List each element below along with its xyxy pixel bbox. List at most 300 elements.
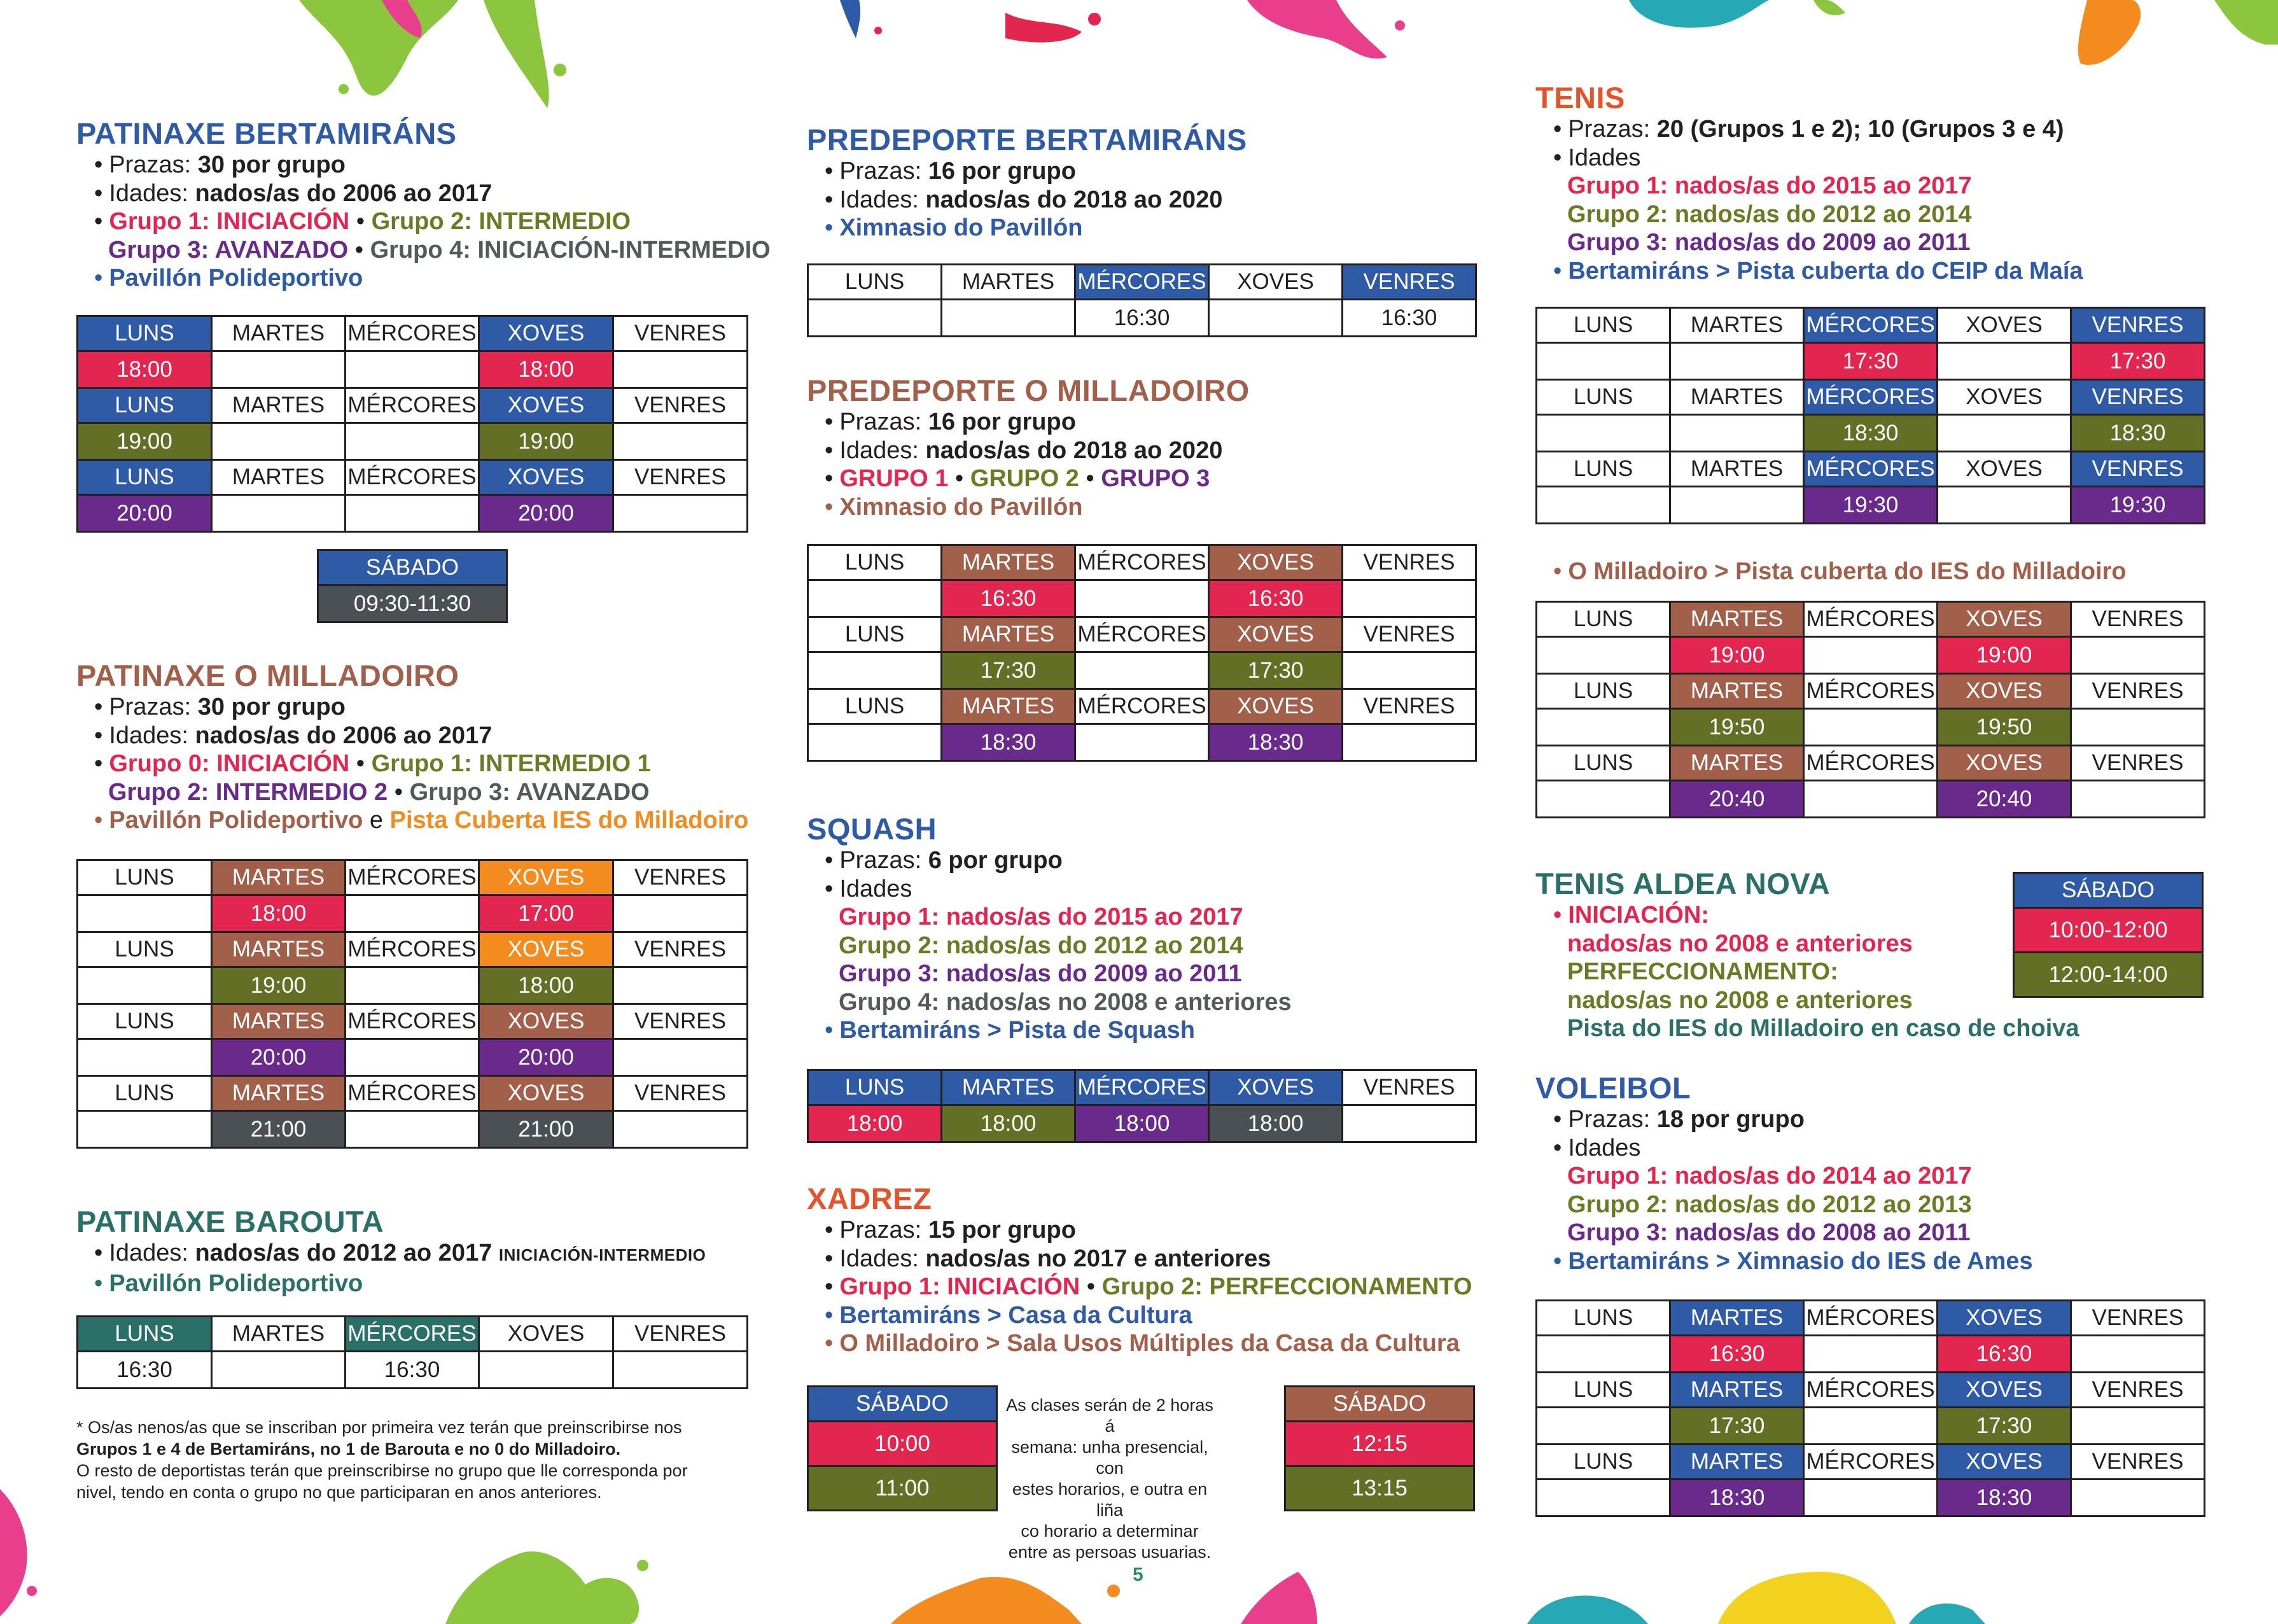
time-cell: 16:30 xyxy=(346,1352,479,1389)
squash-section xyxy=(807,812,1292,1045)
day-header: MARTES xyxy=(212,860,346,895)
time-cell: 19:00 xyxy=(1938,637,2071,674)
info-line: co horario a determinar xyxy=(1021,1522,1199,1541)
empty-cell xyxy=(613,967,748,1004)
time-cell: 18:30 xyxy=(1938,1480,2071,1516)
time-cell: 21:00 xyxy=(479,1111,613,1148)
day-header: VENRES xyxy=(1343,1070,1476,1105)
empty-cell xyxy=(1343,1105,1476,1142)
empty-cell xyxy=(808,300,942,337)
time-cell: 12:00-14:00 xyxy=(2014,953,2203,997)
day-header: VENRES xyxy=(2071,308,2205,343)
empty-cell xyxy=(1804,1480,1938,1516)
day-header: LUNS xyxy=(78,460,212,495)
grupos-line-2: Grupo 3: AVANZADO • Grupo 4: INICIACIÓN-INTERMEDIO xyxy=(108,236,771,263)
empty-cell xyxy=(212,1352,346,1389)
day-header: MARTES xyxy=(212,388,346,423)
page-number: 5 xyxy=(1133,1564,1143,1585)
empty-cell xyxy=(78,895,212,932)
squash-schedule xyxy=(807,1069,1477,1143)
day-header: MÉRCORES xyxy=(1804,308,1938,343)
grupo-line: Grupo 2: nados/as do 2012 ao 2013 xyxy=(1567,1191,1972,1218)
time-cell: 20:40 xyxy=(1938,781,2071,818)
day-header: LUNS xyxy=(1537,746,1670,781)
time-cell: 17:00 xyxy=(479,895,613,932)
time-cell: 09:30-11:30 xyxy=(318,585,507,622)
info-line: entre as persoas usuarias. xyxy=(1008,1543,1212,1562)
time-cell: 16:30 xyxy=(78,1352,212,1389)
empty-cell xyxy=(2071,781,2205,818)
iniciacion-line: • INICIACIÓN: xyxy=(1535,901,2079,930)
time-cell: 19:00 xyxy=(479,423,613,460)
day-header: SÁBADO xyxy=(808,1387,997,1422)
day-header: VENRES xyxy=(2071,452,2205,487)
tenis-milladoiro-schedule xyxy=(1535,601,2205,818)
day-header: XOVES xyxy=(479,932,613,967)
grupos-line-2: Grupo 2: INTERMEDIO 2 • Grupo 3: AVANZADO xyxy=(108,778,650,806)
day-header: MARTES xyxy=(1670,308,1804,343)
tenis-aldea-sabado xyxy=(2013,872,2204,998)
time-cell: 17:30 xyxy=(1804,343,1938,380)
time-cell: 19:30 xyxy=(2071,487,2205,524)
day-header: VENRES xyxy=(2071,674,2205,709)
day-header: MÉRCORES xyxy=(1804,1301,1938,1336)
time-cell: 17:30 xyxy=(1209,652,1343,689)
day-header: XOVES xyxy=(479,1076,613,1111)
empty-cell xyxy=(346,967,479,1004)
time-cell: 16:30 xyxy=(1075,300,1209,337)
empty-cell xyxy=(1537,1408,1670,1445)
patinaxe-bertamirans-sabado xyxy=(317,549,508,623)
time-cell: 16:30 xyxy=(1938,1336,2071,1373)
day-header: XOVES xyxy=(479,316,613,351)
day-header: MÉRCORES xyxy=(1075,265,1209,300)
day-header: VENRES xyxy=(2071,746,2205,781)
xadrez-info xyxy=(1004,1395,1215,1563)
empty-cell xyxy=(479,1352,613,1389)
prazas-line: • Prazas: 15 por grupo xyxy=(807,1216,1472,1245)
time-cell: 17:30 xyxy=(1670,1408,1804,1445)
empty-cell xyxy=(346,1039,479,1076)
empty-cell xyxy=(1537,1480,1670,1516)
time-cell: 19:50 xyxy=(1938,709,2071,746)
empty-cell xyxy=(1537,781,1670,818)
idades-line: • Idades: nados/as do 2006 ao 2017 xyxy=(76,722,748,750)
predeporte-milladoiro-schedule xyxy=(807,544,1477,762)
time-cell: 19:00 xyxy=(78,423,212,460)
day-header: SÁBADO xyxy=(1285,1387,1474,1422)
note-line: Grupos 1 e 4 de Bertamiráns, no 1 de Barouta e no 0 do Milladoiro. xyxy=(76,1439,621,1459)
time-cell: 10:00 xyxy=(808,1422,997,1466)
day-header: LUNS xyxy=(78,932,212,967)
grupo-line: Grupo 3: nados/as do 2008 ao 2011 xyxy=(1567,1219,1971,1246)
empty-cell xyxy=(1938,415,2071,452)
empty-cell xyxy=(613,895,748,932)
time-cell: 20:00 xyxy=(479,495,613,532)
day-header: MÉRCORES xyxy=(1804,674,1938,709)
time-cell: 11:00 xyxy=(808,1466,997,1511)
day-header: XOVES xyxy=(1938,380,2071,415)
day-header: VENRES xyxy=(613,1076,748,1111)
empty-cell xyxy=(1343,652,1476,689)
day-header: LUNS xyxy=(1537,1445,1670,1480)
lugar-line: • O Milladoiro > Sala Usos Múltiples da Casa da Cultura xyxy=(807,1329,1472,1358)
day-header: VENRES xyxy=(613,388,748,423)
time-cell: 18:00 xyxy=(479,967,613,1004)
empty-cell xyxy=(1075,652,1209,689)
empty-cell xyxy=(212,495,346,532)
day-header: VENRES xyxy=(1343,265,1476,300)
empty-cell xyxy=(1209,300,1343,337)
section-title: PATINAXE O MILLADOIRO xyxy=(76,659,459,692)
day-header: MÉRCORES xyxy=(346,460,479,495)
empty-cell xyxy=(1938,487,2071,524)
day-header: VENRES xyxy=(2071,602,2205,637)
day-header: MARTES xyxy=(212,1004,346,1039)
empty-cell xyxy=(1670,343,1804,380)
info-line: As clases serán de 2 horas á xyxy=(1006,1396,1213,1436)
empty-cell xyxy=(78,1111,212,1148)
idades-line: • Idades xyxy=(1535,144,2083,172)
day-header: LUNS xyxy=(78,1076,212,1111)
day-header: XOVES xyxy=(1209,1070,1343,1105)
grupo-line: Grupo 1: nados/as do 2015 ao 2017 xyxy=(839,904,1243,930)
grupo-line: Grupo 2: nados/as do 2012 ao 2014 xyxy=(1567,200,1972,228)
day-header: MÉRCORES xyxy=(1075,545,1209,580)
iniciacion-idades: nados/as no 2008 e anteriores xyxy=(1567,930,1913,957)
time-cell: 17:30 xyxy=(2071,343,2205,380)
empty-cell xyxy=(613,423,748,460)
day-header: MARTES xyxy=(1670,380,1804,415)
day-header: MÉRCORES xyxy=(1804,1373,1938,1408)
day-header: LUNS xyxy=(1537,452,1670,487)
day-header: MARTES xyxy=(212,1317,346,1352)
prazas-line: • Prazas: 18 por grupo xyxy=(1535,1105,2033,1134)
time-cell: 20:40 xyxy=(1670,781,1804,818)
empty-cell xyxy=(808,652,942,689)
empty-cell xyxy=(1537,637,1670,674)
prazas-line: • Prazas: 30 por grupo xyxy=(76,151,771,179)
day-header: LUNS xyxy=(1537,1373,1670,1408)
day-header: VENRES xyxy=(613,1317,748,1352)
day-header: MÉRCORES xyxy=(346,388,479,423)
day-header: XOVES xyxy=(1209,265,1343,300)
section-title: PREDEPORTE BERTAMIRÁNS xyxy=(807,123,1247,157)
empty-cell xyxy=(808,724,942,761)
day-header: MARTES xyxy=(1670,602,1804,637)
day-header: XOVES xyxy=(1938,1373,2071,1408)
day-header: MÉRCORES xyxy=(1075,689,1209,724)
day-header: MÉRCORES xyxy=(346,1004,479,1039)
empty-cell xyxy=(1343,724,1476,761)
time-cell: 18:30 xyxy=(1670,1480,1804,1516)
day-header: VENRES xyxy=(613,1004,748,1039)
day-header: LUNS xyxy=(808,545,942,580)
day-header: MARTES xyxy=(1670,1373,1804,1408)
empty-cell xyxy=(1804,637,1938,674)
day-header: XOVES xyxy=(479,388,613,423)
lugar-line: • Bertamiráns > Pista de Squash xyxy=(807,1016,1292,1045)
grupo-line: Grupo 3: nados/as do 2009 ao 2011 xyxy=(1567,229,1971,256)
tenis-section xyxy=(1535,81,2083,285)
day-header: MÉRCORES xyxy=(1075,1070,1209,1105)
info-line: semana: unha presencial, con xyxy=(1011,1438,1208,1478)
idades-line: • Idades: nados/as do 2018 ao 2020 xyxy=(807,437,1250,465)
day-header: MARTES xyxy=(942,617,1075,652)
day-header: SÁBADO xyxy=(2014,873,2203,908)
section-title: PATINAXE BERTAMIRÁNS xyxy=(76,116,457,150)
inscription-note xyxy=(76,1417,688,1503)
time-cell: 21:00 xyxy=(212,1111,346,1148)
time-cell: 18:00 xyxy=(479,351,613,388)
day-header: VENRES xyxy=(613,860,748,895)
idades-line: • Idades: nados/as do 2018 ao 2020 xyxy=(807,186,1247,214)
day-header: VENRES xyxy=(1343,545,1476,580)
day-header: XOVES xyxy=(1209,545,1343,580)
empty-cell xyxy=(1670,487,1804,524)
grupos-line: • GRUPO 1 • GRUPO 2 • GRUPO 3 xyxy=(807,465,1250,493)
time-cell: 18:00 xyxy=(808,1105,942,1142)
day-header: MÉRCORES xyxy=(346,1076,479,1111)
day-header: XOVES xyxy=(1209,689,1343,724)
section-title: PREDEPORTE O MILLADOIRO xyxy=(807,374,1250,407)
predeporte-milladoiro-section xyxy=(807,374,1250,521)
prazas-line: • Prazas: 16 por grupo xyxy=(807,157,1247,186)
grupo-line: Grupo 1: nados/as do 2014 ao 2017 xyxy=(1567,1163,1972,1189)
day-header: XOVES xyxy=(1938,1445,2071,1480)
empty-cell xyxy=(346,351,479,388)
empty-cell xyxy=(1343,580,1476,617)
predeporte-bertamirans-schedule xyxy=(807,263,1477,337)
prazas-line: • Prazas: 20 (Grupos 1 e 2); 10 (Grupos 3 e 4) xyxy=(1535,115,2083,144)
day-header: VENRES xyxy=(2071,380,2205,415)
time-cell: 16:30 xyxy=(1670,1336,1804,1373)
time-cell: 20:00 xyxy=(479,1039,613,1076)
voleibol-schedule xyxy=(1535,1299,2205,1517)
day-header: MÉRCORES xyxy=(346,860,479,895)
empty-cell xyxy=(613,1039,748,1076)
day-header: XOVES xyxy=(1938,1301,2071,1336)
section-title: PATINAXE BAROUTA xyxy=(76,1205,384,1238)
day-header: MARTES xyxy=(212,460,346,495)
day-header: XOVES xyxy=(479,460,613,495)
empty-cell xyxy=(613,1352,748,1389)
idades-line: • Idades: nados/as no 2017 e anteriores xyxy=(807,1245,1472,1273)
day-header: MÉRCORES xyxy=(346,316,479,351)
empty-cell xyxy=(1938,343,2071,380)
section-title: TENIS ALDEA NOVA xyxy=(1535,867,1831,900)
day-header: LUNS xyxy=(808,1070,942,1105)
time-cell: 18:30 xyxy=(2071,415,2205,452)
day-header: MÉRCORES xyxy=(1804,452,1938,487)
day-header: MARTES xyxy=(942,545,1075,580)
empty-cell xyxy=(613,495,748,532)
empty-cell xyxy=(1537,415,1670,452)
empty-cell xyxy=(1537,709,1670,746)
day-header: MÉRCORES xyxy=(1804,380,1938,415)
patinaxe-bertamirans-section xyxy=(76,116,771,293)
lugar-line: • Ximnasio do Pavillón xyxy=(807,214,1247,242)
empty-cell xyxy=(1075,580,1209,617)
day-header: MÉRCORES xyxy=(1804,602,1938,637)
day-header: LUNS xyxy=(808,617,942,652)
empty-cell xyxy=(212,423,346,460)
empty-cell xyxy=(1075,724,1209,761)
time-cell: 20:00 xyxy=(78,495,212,532)
empty-cell xyxy=(1804,1408,1938,1445)
day-header: LUNS xyxy=(1537,380,1670,415)
day-header: MARTES xyxy=(942,689,1075,724)
day-header: MARTES xyxy=(942,1070,1075,1105)
day-header: XOVES xyxy=(479,860,613,895)
grupo-line: Grupo 3: nados/as do 2009 ao 2011 xyxy=(839,960,1242,987)
patinaxe-barouta-section xyxy=(76,1205,706,1298)
empty-cell xyxy=(78,967,212,1004)
patinaxe-barouta-schedule xyxy=(76,1315,748,1389)
lugar-line: • Pavillón Polideportivo e Pista Cuberta IES do Milladoiro xyxy=(76,806,748,835)
day-header: MARTES xyxy=(212,316,346,351)
time-cell: 12:15 xyxy=(1285,1422,1474,1466)
empty-cell xyxy=(346,1111,479,1148)
empty-cell xyxy=(1537,1336,1670,1373)
day-header: MARTES xyxy=(1670,1301,1804,1336)
day-header: VENRES xyxy=(2071,1373,2205,1408)
lugar-line: • Pavillón Polideportivo xyxy=(76,1270,706,1298)
patinaxe-milladoiro-schedule xyxy=(76,859,748,1149)
patinaxe-bertamirans-schedule xyxy=(76,315,748,533)
day-header: MÉRCORES xyxy=(1804,1445,1938,1480)
empty-cell xyxy=(346,423,479,460)
day-header: MARTES xyxy=(942,265,1075,300)
grupo-line: Grupo 4: nados/as no 2008 e anteriores xyxy=(839,988,1292,1016)
time-cell: 18:00 xyxy=(1075,1105,1209,1142)
grupo-line: Grupo 1: nados/as do 2015 ao 2017 xyxy=(1567,172,1972,199)
time-cell: 19:50 xyxy=(1670,709,1804,746)
predeporte-bertamirans-section xyxy=(807,123,1247,242)
empty-cell xyxy=(1537,343,1670,380)
time-cell: 19:30 xyxy=(1804,487,1938,524)
day-header: LUNS xyxy=(78,860,212,895)
idades-line: • Idades: nados/as do 2006 ao 2017 xyxy=(76,179,771,208)
time-cell: 18:30 xyxy=(942,724,1075,761)
empty-cell xyxy=(2071,1408,2205,1445)
lugar-line: • Bertamiráns > Ximnasio do IES de Ames xyxy=(1535,1247,2033,1276)
section-title: SQUASH xyxy=(807,812,937,846)
time-cell: 18:30 xyxy=(1209,724,1343,761)
empty-cell xyxy=(613,351,748,388)
day-header: LUNS xyxy=(78,316,212,351)
time-cell: 18:00 xyxy=(78,351,212,388)
day-header: MÉRCORES xyxy=(1804,746,1938,781)
tenis-aldea-nova-section xyxy=(1535,867,2079,1043)
day-header: MARTES xyxy=(1670,674,1804,709)
patinaxe-milladoiro-section xyxy=(76,659,748,835)
day-header: VENRES xyxy=(1343,689,1476,724)
day-header: XOVES xyxy=(1938,674,2071,709)
day-header: LUNS xyxy=(1537,308,1670,343)
time-cell: 18:00 xyxy=(212,895,346,932)
day-header: VENRES xyxy=(613,932,748,967)
info-line: estes horarios, e outra en liña xyxy=(1012,1480,1208,1520)
empty-cell xyxy=(942,300,1075,337)
grupos-line: • Grupo 1: INICIACIÓN • Grupo 2: PERFECCIONAMENTO xyxy=(807,1273,1472,1301)
day-header: LUNS xyxy=(808,689,942,724)
prazas-line: • Prazas: 16 por grupo xyxy=(807,408,1250,437)
prazas-line: • Prazas: 6 por grupo xyxy=(807,846,1292,875)
voleibol-section xyxy=(1535,1071,2033,1275)
day-header: SÁBADO xyxy=(318,550,507,585)
prazas-line: • Prazas: 30 por grupo xyxy=(76,693,748,722)
time-cell: 16:30 xyxy=(942,580,1075,617)
empty-cell xyxy=(1804,709,1938,746)
day-header: XOVES xyxy=(1209,617,1343,652)
time-cell: 20:00 xyxy=(212,1039,346,1076)
empty-cell xyxy=(613,1111,748,1148)
day-header: LUNS xyxy=(78,388,212,423)
empty-cell xyxy=(2071,1336,2205,1373)
empty-cell xyxy=(1670,415,1804,452)
day-header: LUNS xyxy=(1537,1301,1670,1336)
note-line: * Os/as nenos/as que se inscriban por primeira vez terán que preinscribirse nos xyxy=(76,1418,682,1437)
day-header: XOVES xyxy=(1938,746,2071,781)
perfeccionamento-idades: nados/as no 2008 e anteriores xyxy=(1567,986,1913,1014)
time-cell: 16:30 xyxy=(1209,580,1343,617)
idades-line: • Idades xyxy=(807,875,1292,904)
day-header: LUNS xyxy=(1537,674,1670,709)
time-cell: 18:00 xyxy=(942,1105,1075,1142)
day-header: XOVES xyxy=(1938,452,2071,487)
day-header: LUNS xyxy=(1537,602,1670,637)
idades-line: • Idades: nados/as do 2012 ao 2017 INICIACIÓN-INTERMEDIO xyxy=(76,1239,706,1270)
lugar-line: • Bertamiráns > Pista cuberta do CEIP da Maía xyxy=(1535,257,2083,286)
empty-cell xyxy=(2071,637,2205,674)
day-header: MARTES xyxy=(212,932,346,967)
day-header: VENRES xyxy=(2071,1301,2205,1336)
time-cell: 16:30 xyxy=(1343,300,1476,337)
time-cell: 18:30 xyxy=(1804,415,1938,452)
grupo-line: Grupo 2: nados/as do 2012 ao 2014 xyxy=(839,932,1243,959)
note-line: nivel, tendo en conta o grupo no que participaran en anos anteriores. xyxy=(76,1483,602,1502)
section-title: VOLEIBOL xyxy=(1535,1071,1691,1105)
day-header: XOVES xyxy=(1938,308,2071,343)
empty-cell xyxy=(808,580,942,617)
day-header: MARTES xyxy=(212,1076,346,1111)
day-header: MARTES xyxy=(1670,1445,1804,1480)
day-header: VENRES xyxy=(2071,1445,2205,1480)
day-header: MÉRCORES xyxy=(346,1317,479,1352)
day-header: VENRES xyxy=(613,460,748,495)
grupos-line-1: • Grupo 1: INICIACIÓN • Grupo 2: INTERMEDIO xyxy=(76,207,771,236)
empty-cell xyxy=(2071,1480,2205,1516)
empty-cell xyxy=(1804,781,1938,818)
lugar-line: • Pavillón Polideportivo xyxy=(76,264,771,293)
lugar-line: Pista do IES do Milladoiro en caso de choiva xyxy=(1567,1015,2079,1042)
xadrez-sabado-left xyxy=(807,1385,998,1511)
idades-line: • Idades xyxy=(1535,1134,2033,1163)
day-header: XOVES xyxy=(1938,602,2071,637)
lugar-line: • Ximnasio do Pavillón xyxy=(807,493,1250,522)
time-cell: 10:00-12:00 xyxy=(2014,908,2203,953)
empty-cell xyxy=(212,351,346,388)
tenis-milladoiro-lugar: • O Milladoiro > Pista cuberta do IES do Milladoiro xyxy=(1535,557,2127,586)
day-header: MÉRCORES xyxy=(346,932,479,967)
day-header: LUNS xyxy=(78,1004,212,1039)
day-header: XOVES xyxy=(479,1004,613,1039)
perfeccionamento-line: PERFECCIONAMENTO: xyxy=(1567,958,1838,985)
day-header: XOVES xyxy=(479,1317,613,1352)
day-header: MÉRCORES xyxy=(1075,617,1209,652)
xadrez-section xyxy=(807,1182,1472,1358)
